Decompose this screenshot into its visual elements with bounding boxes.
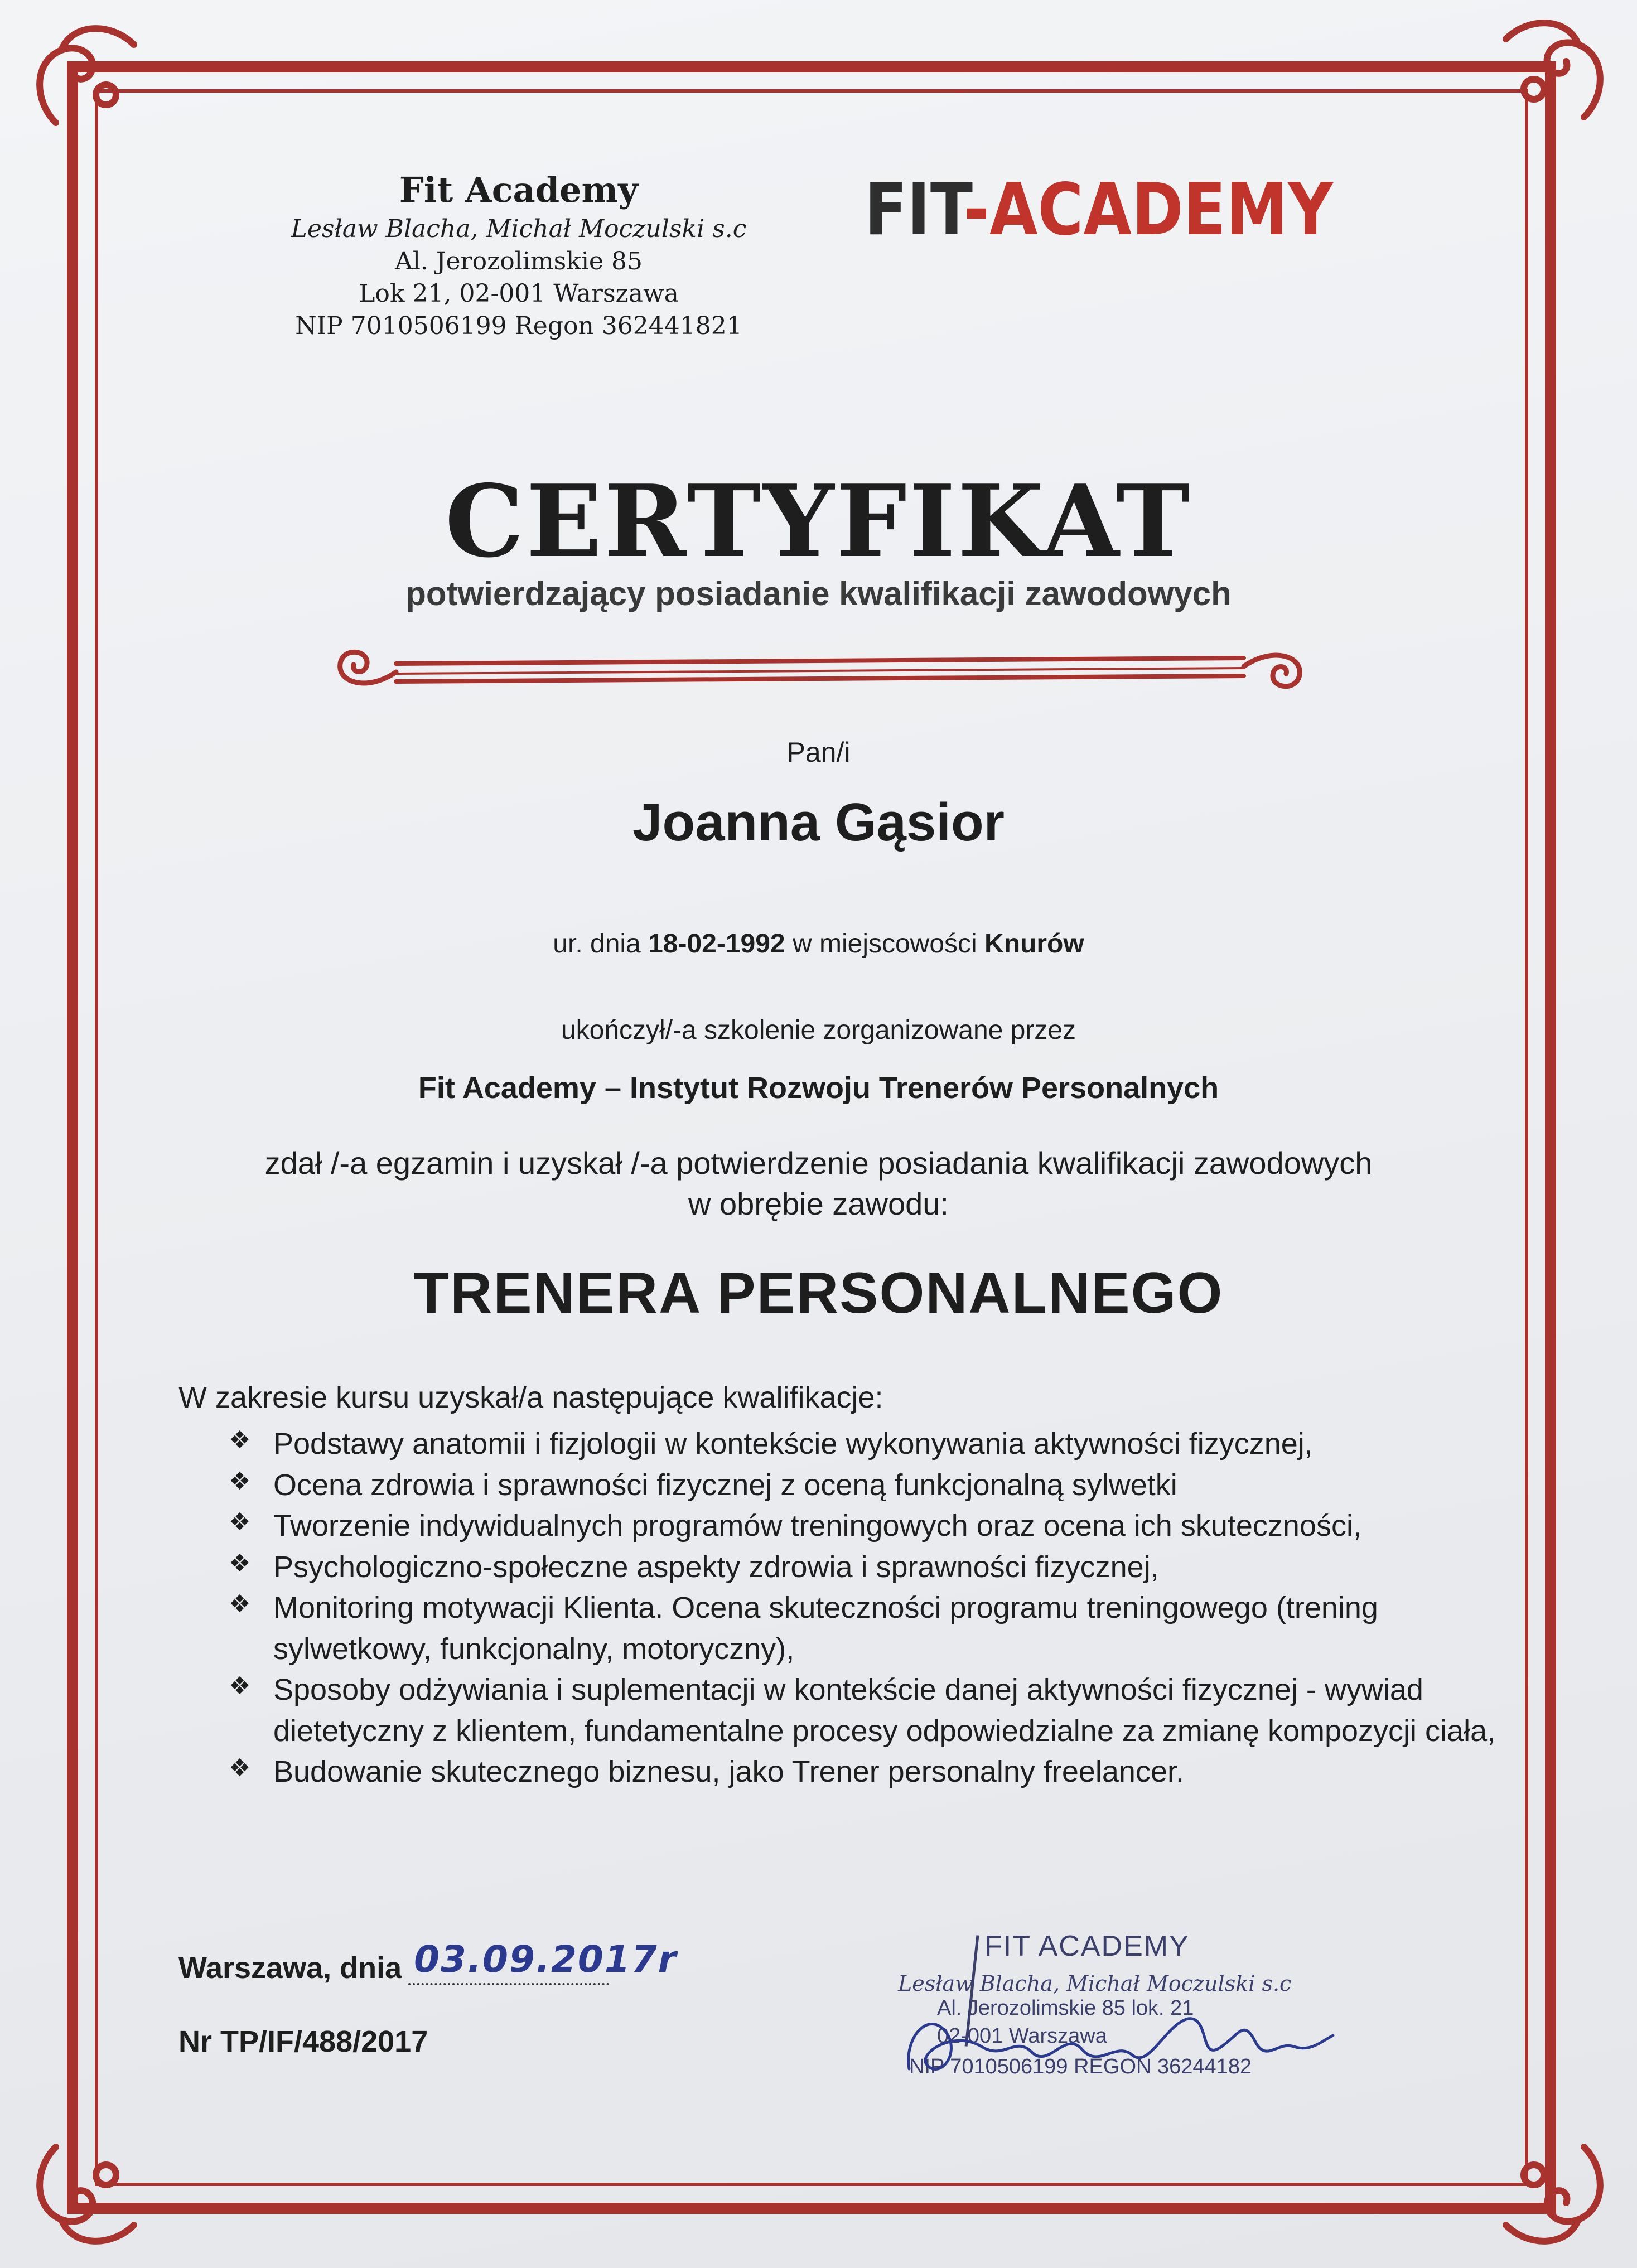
certificate-subtitle: potwierdzający posiadanie kwalifikacji zawodowych [405,575,1232,612]
qualification-item: ❖ Sposoby odżywiania i suplementacji w kontekście danej aktywności fizycznej - wywiad dietetyczny z klientem, fundamentalne procesy odpowiedzialne za zmianę kompozycji ciała, [178,1670,1506,1752]
place-date [178,1938,678,1985]
salutation: Pan/i [786,737,851,768]
passed-line-1: zdał /-a egzamin i uzyskał /-a potwierdzenie posiadania kwalifikacji zawodowych [264,1145,1373,1181]
qualification-item: ❖ Psychologiczno-społeczne aspekty zdrowia i sprawności fizycznej, [178,1547,1506,1588]
certificate-title: CERTYFIKAT [445,463,1192,579]
ornamental-divider [329,630,1311,703]
issuer-name: Fit Academy [399,170,639,210]
issuer-unit-city: Lok 21, 02-001 Warszawa [359,279,679,308]
corner-ornament-top-right [1484,6,1617,139]
stamp-address: Al. Jerozolimskie 85 lok. 21 [937,1996,1194,2020]
corner-ornament-top-left [22,11,156,145]
holder-name: Joanna Gąsior [632,792,1005,852]
issuer-ids: NIP 7010506199 Regon 362441821 [295,312,742,341]
fit-academy-logo [859,167,1387,252]
qualification-item: ❖ Tworzenie indywidualnych programów treningowych oraz ocena ich skuteczności, [178,1506,1506,1546]
signature [887,1985,1344,2097]
corner-ornament-bottom-right [1484,2125,1617,2259]
inner-border [95,89,1528,2186]
issuer-block [268,167,770,342]
qualifications-list [178,1424,1506,1792]
corner-ornament-bottom-left [22,2125,156,2259]
stamp-owners: Lesław Blacha, Michał Moczulski s.c [898,1971,1292,1996]
born-prefix: ur. dnia [553,929,641,959]
qualification-item: ❖ Ocena zdrowia i sprawności fizycznej z oceną funkcjonalną sylwetki [178,1465,1506,1506]
svg-text:FIT-ACADEMY [865,168,1387,252]
academy-full-name: Fit Academy – Instytut Rozwoju Trenerów Personalnych [418,1071,1219,1105]
handwritten-date: 03.09.2017r [414,1938,678,1981]
qualification-item: ❖ Podstawy anatomii i fizjologii w kontekście wykonywania aktywności fizycznej, [178,1424,1506,1464]
stamp-ids: NIP 7010506199 REGON 36244182 [909,2055,1252,2078]
qualification-item: ❖ Monitoring motywacji Klienta. Ocena skuteczności programu treningowego (trening sylwetkowy, funkcjonalny, motoryczny), [178,1588,1506,1670]
logo-academy-part: -ACADEMY [963,168,1387,252]
born-place: Knurów [984,929,1084,959]
place-label: Warszawa, dnia [178,1951,402,1985]
issuer-street: Al. Jerozolimskie 85 [395,246,643,275]
logo-fit-part: FIT [865,168,978,252]
certificate-number: Nr TP/IF/488/2017 [178,2025,428,2058]
qualifications-intro: W zakresie kursu uzyskał/a następujące kwalifikacje: [178,1381,883,1414]
date-field [408,1938,678,1985]
born-date: 18-02-1992 [648,929,785,959]
stamp-city: 02-001 Warszawa [937,2024,1107,2048]
qualification-item: ❖ Budowanie skutecznego biznesu, jako Trener personalny freelancer. [178,1752,1506,1792]
birth-info [112,929,1525,959]
qualifications-section [178,1377,1506,1792]
profession-title: TRENERA PERSONALNEGO [413,1261,1224,1326]
passed-statement [112,1143,1525,1225]
issuer-owners: Lesław Blacha, Michał Moczulski s.c [291,214,747,243]
born-mid: w miejscowości [792,929,977,959]
completed-text: ukończył/-a szkolenie zorganizowane przez [561,1015,1076,1045]
passed-line-2: w obrębie zawodu: [688,1186,949,1221]
stamp-name: FIT ACADEMY [984,1930,1190,1962]
